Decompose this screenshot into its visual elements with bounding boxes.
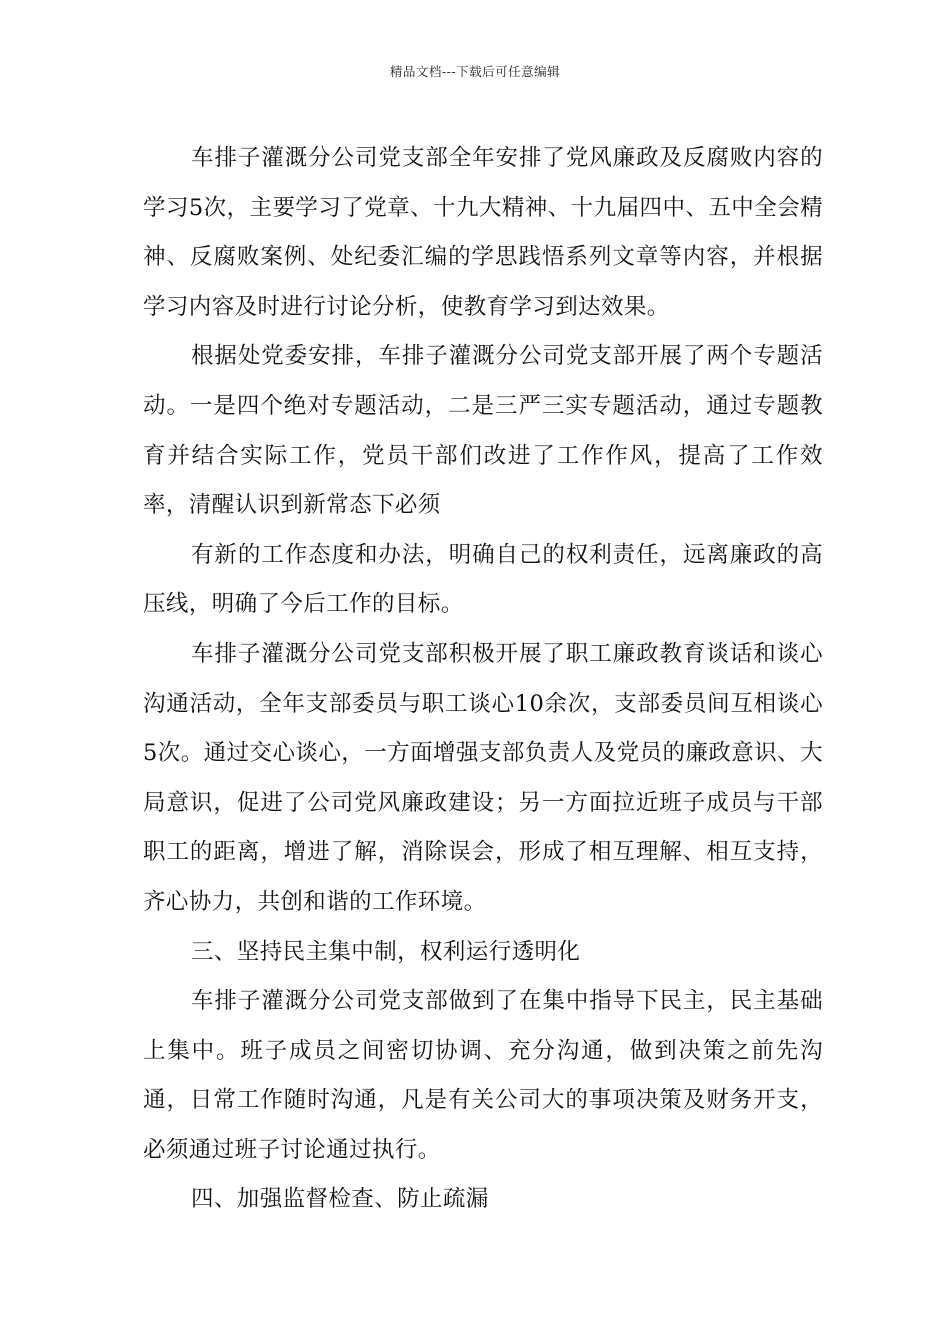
page-header: 精品文档---下载后可任意编辑 bbox=[389, 64, 561, 79]
section-heading-democratic-centralism: 三、坚持民主集中制，权利运行透明化 bbox=[191, 938, 581, 965]
paragraph-study-sessions: 车排子灌溉分公司党支部全年安排了党风廉政及反腐败内容的学习5次，主要学习了党章、十九大精神、十九届四中、五中全会精神、反腐败案例、处纪委汇编的学思践悟系列文章等内容，并根据学习内容及时进行讨论分析，使教育学习到达效果。 bbox=[143, 145, 823, 320]
paragraph-special-activities: 根据处党委安排，车排子灌溉分公司党支部开展了两个专题活动。一是四个绝对专题活动，二是三严三实专题活动，通过专题教育并结合实际工作，党员干部们改进了工作作风，提高了工作效率，清醒认识到新常态下必须 bbox=[143, 343, 823, 519]
document-body bbox=[143, 134, 823, 1225]
section-heading-supervision: 四、加强监督检查、防止疏漏 bbox=[191, 1186, 489, 1213]
paragraph-new-attitude: 有新的工作态度和办法，明确自己的权利责任，远离廉政的高压线，明确了今后工作的目标。 bbox=[143, 541, 823, 618]
paragraph-heart-to-heart-talks: 车排子灌溉分公司党支部积极开展了职工廉政教育谈话和谈心沟通活动，全年支部委员与职工谈心10余次，支部委员间互相谈心5次。通过交心谈心，一方面增强支部负责人及党员的廉政意识、大局意识，促进了公司党风廉政建设；另一方面拉近班子成员与干部职工的距离，增进了解，消除误会，形成了相互理解、相互支持，齐心协力，共创和谐的工作环境。 bbox=[143, 640, 823, 915]
paragraph-democratic-centralism: 车排子灌溉分公司党支部做到了在集中指导下民主，民主基础上集中。班子成员之间密切协调、充分沟通，做到决策之前先沟通，日常工作随时沟通，凡是有关公司大的事项决策及财务开支，必须通过班子讨论通过执行。 bbox=[143, 988, 823, 1163]
